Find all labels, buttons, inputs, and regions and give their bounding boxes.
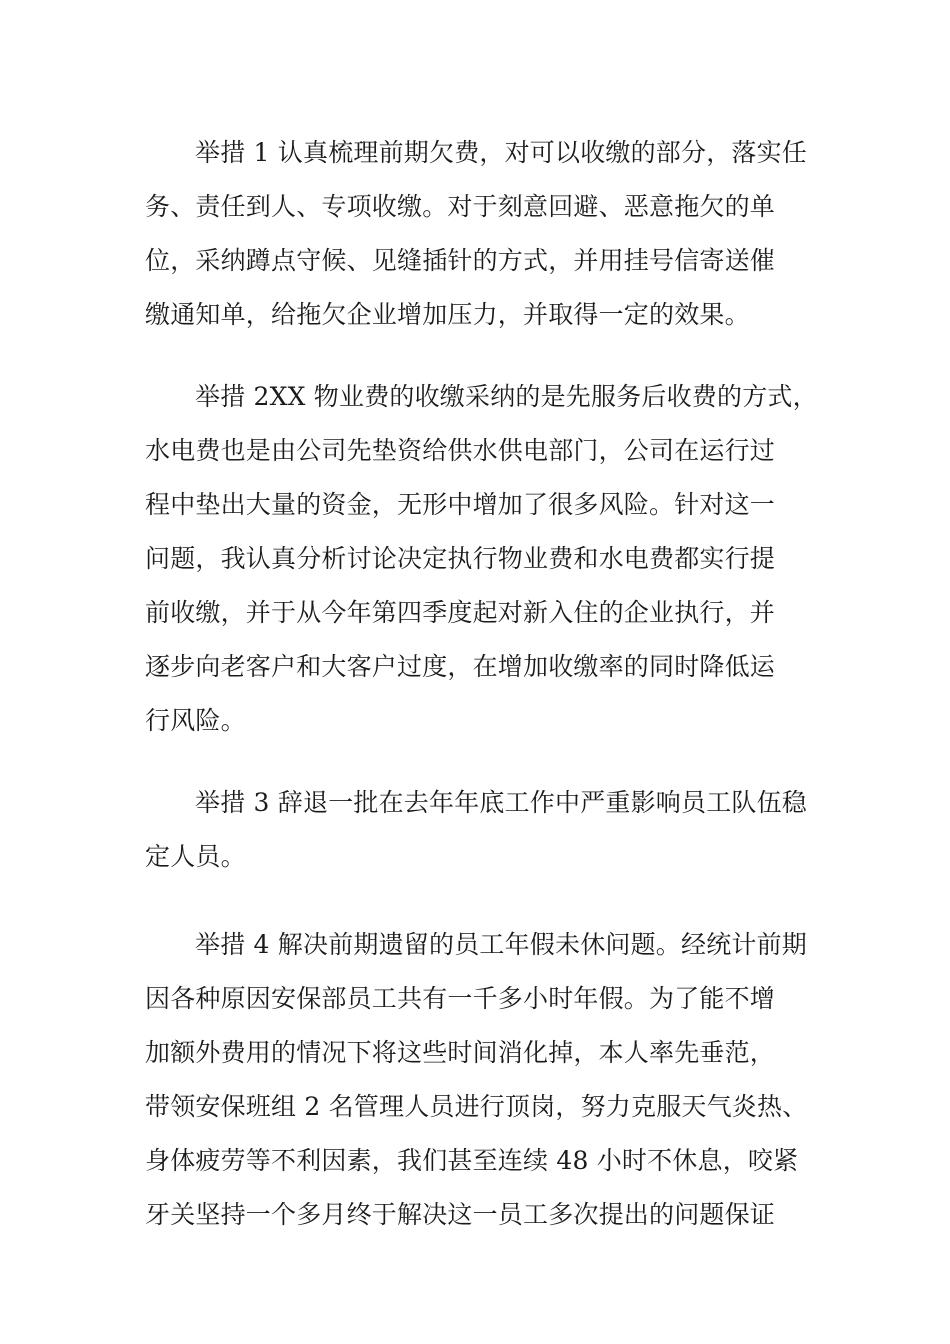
paragraph-measure-3 <box>145 776 810 884</box>
text-line: 问题，我认真分析讨论决定执行物业费和水电费都实行提 <box>145 544 776 573</box>
paragraph-measure-1 <box>145 126 810 342</box>
text-line: 牙关坚持一个多月终于解决这一员工多次提出的问题保证 <box>145 1200 776 1229</box>
text-line: 务、责任到人、专项收缴。对于刻意回避、恶意拖欠的单 <box>145 192 776 221</box>
text-line: 带领安保班组 2 名管理人员进行顶岗，努力克服天气炎热、 <box>145 1092 808 1121</box>
text-line: 程中垫出大量的资金，无形中增加了很多风险。针对这一 <box>145 490 776 519</box>
text-line: 逐步向老客户和大客户过度，在增加收缴率的同时降低运 <box>145 652 776 681</box>
text-line: 举措 4 解决前期遗留的员工年假未休问题。经统计前期 <box>195 930 808 959</box>
text-line: 身体疲劳等不利因素，我们甚至连续 48 小时不休息，咬紧 <box>145 1146 799 1175</box>
paragraph-measure-4 <box>145 918 810 1242</box>
text-line: 举措 3 辞退一批在去年年底工作中严重影响员工队伍稳 <box>195 788 808 817</box>
text-line: 因各种原因安保部员工共有一千多小时年假。为了能不增 <box>145 984 776 1013</box>
text-line: 行风险。 <box>145 706 246 735</box>
paragraph-measure-2 <box>145 370 818 748</box>
text-line: 举措 2XX 物业费的收缴采纳的是先服务后收费的方式， <box>195 382 818 411</box>
text-line: 水电费也是由公司先垫资给供水供电部门，公司在运行过 <box>145 436 776 465</box>
text-line: 缴通知单，给拖欠企业增加压力，并取得一定的效果。 <box>145 300 750 329</box>
text-line: 加额外费用的情况下将这些时间消化掉，本人率先垂范， <box>145 1038 776 1067</box>
text-line: 举措 1 认真梳理前期欠费，对可以收缴的部分，落实任 <box>195 138 808 167</box>
text-line: 位，采纳蹲点守候、见缝插针的方式，并用挂号信寄送催 <box>145 246 776 275</box>
text-line: 定人员。 <box>145 842 246 871</box>
text-line: 前收缴，并于从今年第四季度起对新入住的企业执行，并 <box>145 598 776 627</box>
